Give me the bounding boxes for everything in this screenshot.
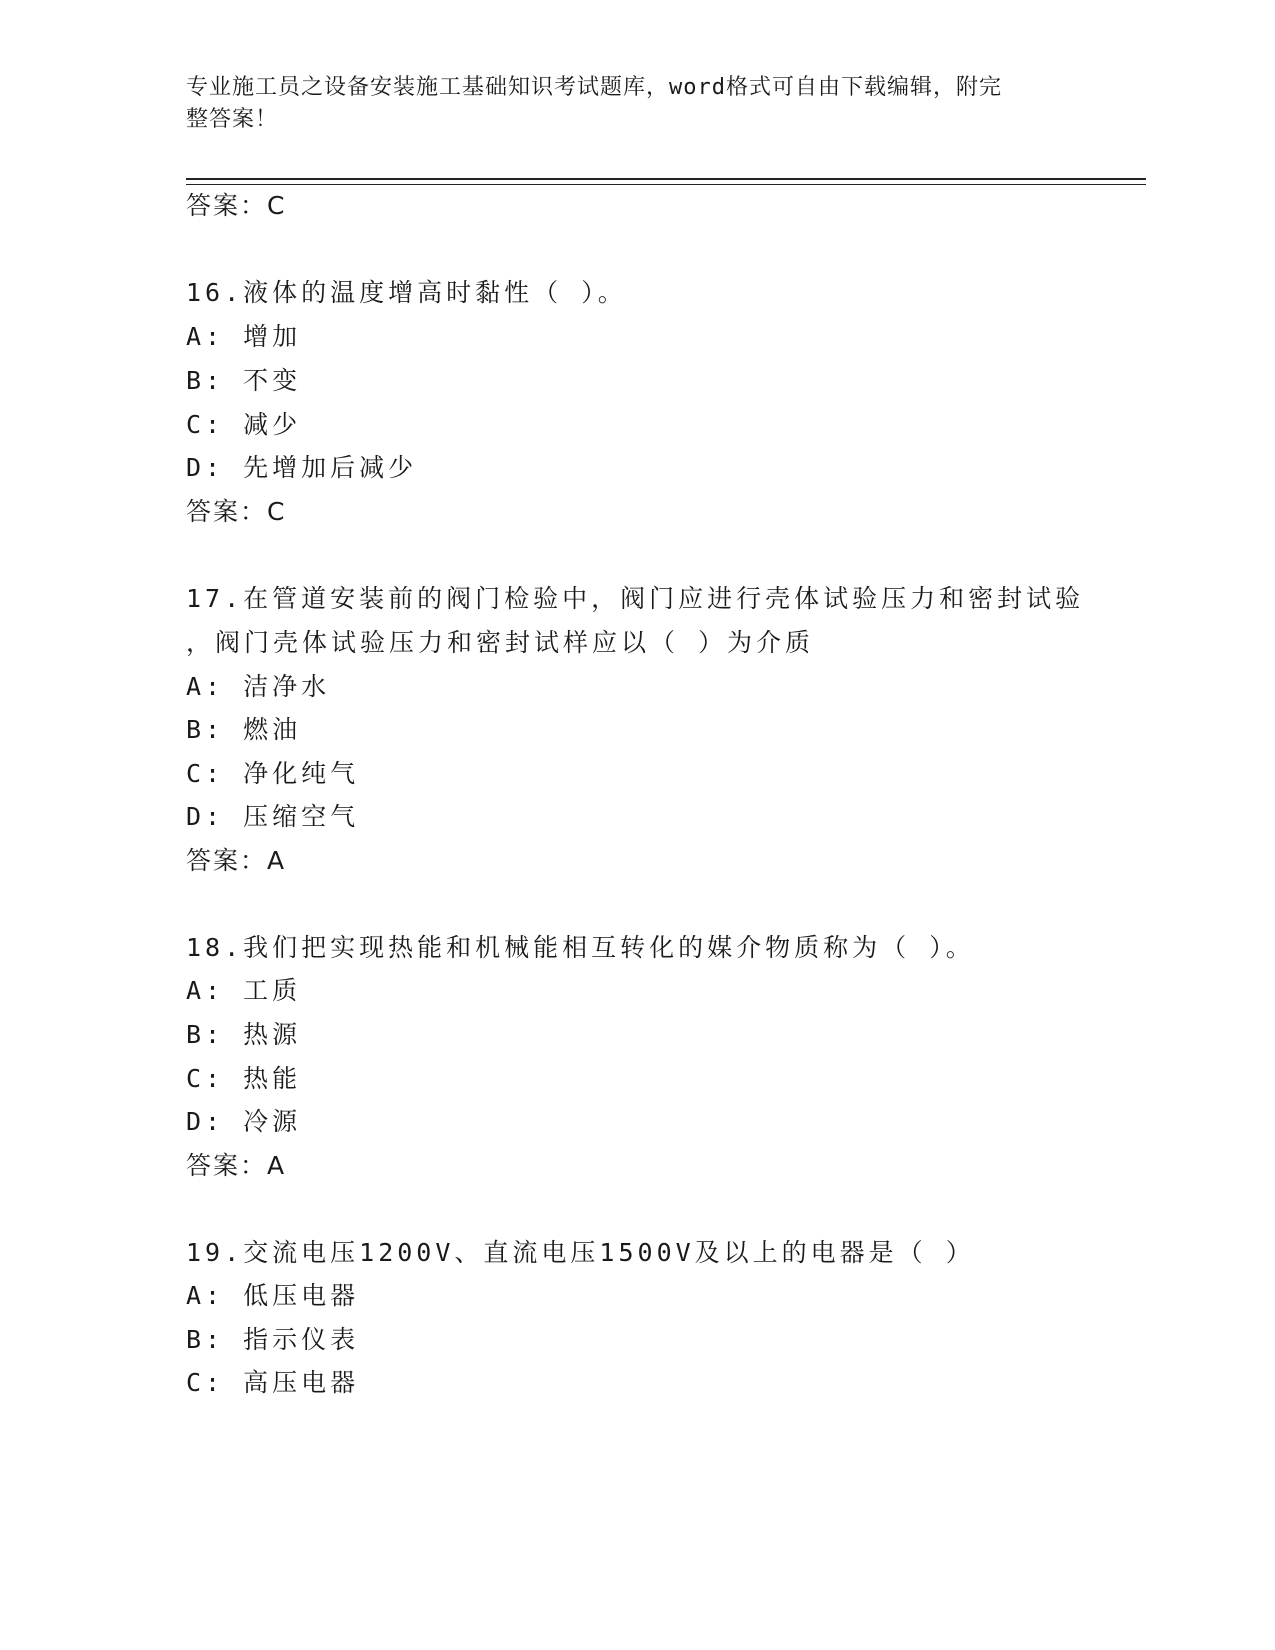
- question-16: 16.液体的温度增高时黏性（ ）。: [186, 278, 627, 307]
- question-17: 17.在管道安装前的阀门检验中，阀门应进行壳体试验压力和密封试验: [186, 584, 1085, 613]
- option-17-c: C: 净化纯气: [186, 759, 360, 788]
- option-16-c: C: 减少: [186, 410, 302, 439]
- option-19-c: C: 高压电器: [186, 1368, 360, 1397]
- option-18-c: C: 热能: [186, 1064, 302, 1093]
- option-18-b: B: 热源: [186, 1020, 302, 1049]
- header-divider-thick: [186, 178, 1146, 180]
- header-line-2: 整答案！: [186, 107, 279, 132]
- option-17-b: B: 燃油: [186, 715, 302, 744]
- option-19-b: B: 指示仪表: [186, 1325, 360, 1354]
- answer-16: 答案：C: [186, 497, 287, 526]
- answer-15: 答案：C: [186, 191, 287, 220]
- question-17-continued: ，阀门壳体试验压力和密封试样应以（ ）为介质: [186, 628, 815, 657]
- option-16-a: A: 增加: [186, 322, 302, 351]
- question-18: 18.我们把实现热能和机械能相互转化的媒介物质称为（ ）。: [186, 933, 975, 962]
- header-line-1: 专业施工员之设备安装施工基础知识考试题库，word格式可自由下载编辑，附完: [186, 75, 1002, 100]
- document-header: [186, 72, 1066, 136]
- answer-18: 答案：A: [186, 1151, 287, 1180]
- question-19: 19.交流电压1200V、直流电压1500V及以上的电器是（ ）: [186, 1238, 975, 1267]
- option-18-d: D: 冷源: [186, 1107, 302, 1136]
- option-16-d: D: 先增加后减少: [186, 453, 418, 482]
- answer-17: 答案：A: [186, 846, 287, 875]
- option-19-a: A: 低压电器: [186, 1281, 360, 1310]
- option-17-a: A: 洁净水: [186, 672, 331, 701]
- header-divider-thin: [186, 184, 1146, 185]
- option-17-d: D: 压缩空气: [186, 802, 360, 831]
- option-18-a: A: 工质: [186, 976, 302, 1005]
- option-16-b: B: 不变: [186, 366, 302, 395]
